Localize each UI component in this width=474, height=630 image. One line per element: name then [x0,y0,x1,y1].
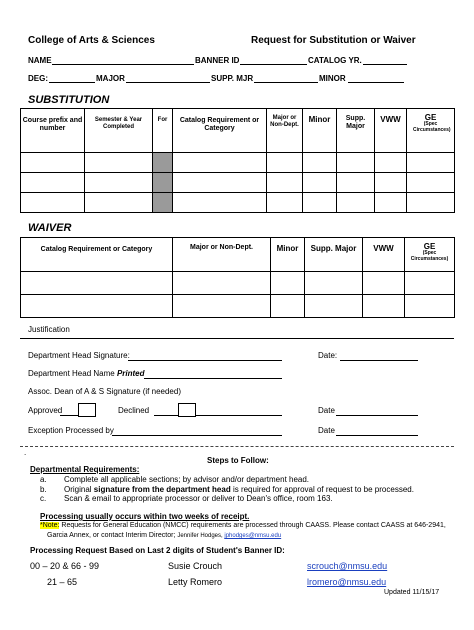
major-label: MAJOR [96,74,125,83]
justification-field[interactable] [20,338,454,339]
supp-mjr-label: SUPP. MJR [211,74,254,83]
date2-field[interactable] [336,415,418,416]
waiver-col-vww: VWW [363,238,405,272]
range-1: 00 – 20 & 66 - 99 [30,561,100,571]
step-b-marker: b. [40,485,47,494]
updated-date: Updated 11/15/17 [384,589,440,596]
waiver-table [20,237,455,318]
dept-head-signature-label: Department Head Signature: [28,351,130,360]
step-c-text: Scan & email to appropriate processor or deliver to Dean's office, room 163. [64,494,333,503]
processor-2: Letty Romero [168,577,223,587]
steps-heading: Steps to Follow: [207,456,269,465]
col-for: For [153,109,173,153]
assoc-dean-label: Assoc. Dean of A & S Signature (if needed) [28,387,181,396]
table-row[interactable] [21,295,455,318]
waiver-col-major-nondept: Major or Non-Dept. [173,238,271,272]
printed-label: Printed [116,369,145,378]
declined-label: Declined [118,406,150,415]
step-a-text: Complete all applicable sections; by advisor and/or department head. [64,475,310,484]
col-ge [407,109,455,153]
col-catalog-req: Catalog Requirement or Category [173,109,267,153]
col-ge-label: GE [424,113,437,122]
major-field[interactable] [126,82,210,83]
banner-id-label: BANNER ID [195,56,240,65]
waiver-col-minor: Minor [271,238,305,272]
date3-label: Date [318,426,335,435]
deg-label: DEG: [28,74,48,83]
step-b-text: Original signature from the department head is required for approval of request to be processed. [64,485,414,494]
form-title: Request for Substitution or Waiver [251,35,416,46]
justification-label: Justification [28,325,70,334]
dept-head-name-label [28,369,145,378]
exception-field[interactable] [112,435,282,436]
note-label: *Note: [40,522,60,529]
col-minor: Minor [303,109,337,153]
processor-2-email-link[interactable]: lromero@nmsu.edu [307,577,387,587]
divider [20,446,454,447]
waiver-col-ge [405,238,455,272]
processing-note: Processing usually occurs within two weeks of receipt. [40,512,250,521]
processing-heading: Processing Request Based on Last 2 digits of Student's Banner ID: [30,546,285,555]
range-2: 21 – 65 [47,577,78,587]
supp-mjr-field[interactable] [254,82,318,83]
col-semester-year: Semester & Year Completed [85,109,153,153]
gen-ed-note-line2: Garcia Annex, or contact Interim Director; Jennifer Hodges, jphodges@nmsu.edu [47,532,282,539]
minor-field[interactable] [348,82,404,83]
date1-label: Date: [318,351,338,360]
waiver-title: WAIVER [28,222,72,234]
col-ge-sub: (Spec Circumstances) [413,121,451,133]
waiver-col-catalog-req: Catalog Requirement or Category [21,238,173,272]
dept-head-name-text: Department Head Name [28,369,115,378]
banner-id-field[interactable] [240,64,307,65]
processor-1: Susie Crouch [168,561,223,571]
step-a-marker: a. [40,475,47,484]
table-row[interactable] [21,153,455,173]
exception-label: Exception Processed by [28,426,114,435]
table-row[interactable] [21,173,455,193]
col-major-nondept: Major or Non-Dept. [267,109,303,153]
approved-label: Approved [28,406,63,415]
col-supp-major: Supp. Major [337,109,375,153]
college-name: College of Arts & Sciences [28,35,155,46]
step-c-marker: c. [40,494,47,503]
processor-1-email-link[interactable]: scrouch@nmsu.edu [307,561,388,571]
table-row[interactable] [21,193,455,213]
assoc-dean-signature-field[interactable] [196,415,282,416]
catalog-yr-label: CATALOG YR. [308,56,362,65]
declined-checkbox[interactable] [178,403,196,417]
substitution-title: SUBSTITUTION [28,94,110,106]
substitution-table [20,108,455,213]
deg-field[interactable] [49,82,95,83]
date3-field[interactable] [336,435,418,436]
waiver-col-ge-sub: (Spec Circumstances) [410,250,449,262]
dept-head-name-field[interactable] [144,378,282,379]
gen-ed-note-line1: *Note: Requests for General Education (NMCC) requirements are processed through CAASS. Please contact CAASS at 646-2941, [40,522,446,529]
minor-label: MINOR [319,74,346,83]
waiver-col-supp-major: Supp. Major [305,238,363,272]
catalog-yr-field[interactable] [363,64,407,65]
waiver-col-ge-label: GE [423,242,436,251]
col-course-prefix: Course prefix and number [21,109,85,153]
date2-label: Date [318,406,335,415]
name-field[interactable] [52,64,194,65]
table-row[interactable] [21,272,455,295]
name-label: NAME [28,56,52,65]
date1-field[interactable] [340,360,418,361]
approved-checkbox[interactable] [78,403,96,417]
divider-dot: . [24,448,27,457]
hodges-email-link[interactable]: jphodges@nmsu.edu [224,533,282,539]
dept-requirements-heading: Departmental Requirements: [30,465,140,474]
dept-head-signature-field[interactable] [128,360,282,361]
col-vww: VWW [375,109,407,153]
